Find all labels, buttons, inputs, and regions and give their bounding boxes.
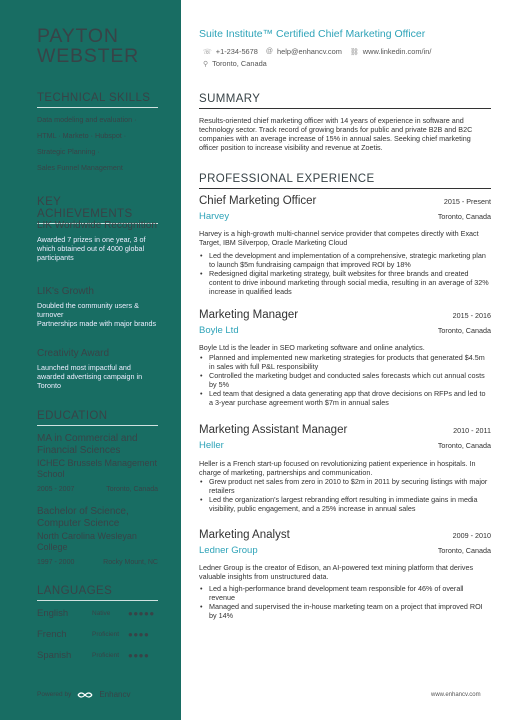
education-heading: EDUCATION — [37, 410, 158, 426]
language-item: French Proficient ●●●● — [37, 629, 158, 640]
skill-item: Strategic Planning · — [37, 147, 100, 156]
proficiency-dots: ●●●● — [128, 630, 150, 639]
enhancv-logo-icon — [77, 691, 93, 699]
achievement-item: LIK Worldwide Recognition Awarded 7 prizes in one year, 3 of which obtained out of 4000 global participants — [37, 220, 157, 262]
job-company: Harvey Toronto, Canada — [199, 211, 491, 222]
summary-text: Results-oriented chief marketing officer with 14 years of experience in software and technology sector. Track record of growing brands for public and private B2B and B2C companies with an average increase of 15% in annual sales. Seeking chief marketing officer position to increase visibility and revenue at Zoetis. — [199, 116, 473, 152]
bullet-item: • Led team that designed a data generating app that drove decisions on RFPs and led to a 3-year purchase agreement worth $7m in annual sales — [199, 389, 491, 407]
job-company: Heller Toronto, Canada — [199, 440, 491, 451]
job-header: Chief Marketing Officer 2015 - Present — [199, 195, 491, 207]
job-description: Harvey is a high-growth multi-channel service provider that competes directly with Exact Target, IBM Silverpop, Oracle Marketing Cloud — [199, 229, 479, 247]
job-header: Marketing Manager 2015 - 2016 — [199, 309, 491, 321]
job-header: Marketing Analyst 2009 - 2010 — [199, 529, 491, 541]
job-bullets — [199, 584, 491, 620]
job-description: Heller is a French start-up focused on revolutionizing patient experience in hospitals. In charge of marketing, partnerships and communication. — [199, 459, 476, 477]
brand-name: Enhancv — [99, 690, 131, 699]
experience-heading: PROFESSIONAL EXPERIENCE — [199, 173, 491, 189]
skills-heading: TECHNICAL SKILLS — [37, 92, 158, 108]
achievement-item: Creativity Award Launched most impactful and awarded advertising campaign in Toronto — [37, 348, 143, 390]
bullet-item: • Led the organization's largest rebranding effort resulting in immediate gains in media visibility, public engagement, and a 25% increase in annual sales — [199, 495, 491, 513]
bullet-item: • Redesigned digital marketing strategy, built websites for three brands and created content to drive inbound marketing through social media, resulting in an average of 32% increase in qualified leads — [199, 269, 491, 296]
bullet-item: • Managed and supervised the in-house marketing team on a project that improved ROI by 14% — [199, 602, 491, 620]
education-item: MA in Commercial and Financial Sciences ICHEC Brussels Management School 2005 - 2007 Toronto, Canada — [37, 433, 158, 493]
job-description: Boyle Ltd is the leader in SEO marketing software and online analytics. — [199, 343, 425, 352]
languages-heading: LANGUAGES — [37, 585, 158, 601]
job-description: Ledner Group is the creator of Edison, an AI-powered text mining platform that derives valuable insights from unstructured data. — [199, 563, 474, 581]
proficiency-dots: ●●●●● — [128, 609, 155, 618]
job-company: Ledner Group Toronto, Canada — [199, 545, 491, 556]
link-icon: ⛓ — [349, 48, 359, 56]
email-link[interactable]: help@enhancv.com — [277, 47, 342, 56]
skill-item: Sales Funnel Management — [37, 163, 123, 172]
proficiency-dots: ●●●● — [128, 651, 150, 660]
job-bullets — [199, 477, 491, 513]
bullet-item: • Planned and implemented new marketing strategies for products that generated $4.5m in sales with full P&L responsibility — [199, 353, 491, 371]
contact-row — [203, 47, 431, 56]
language-item: Spanish Proficient ●●●● — [37, 650, 158, 661]
skill-item: HTML · Marketo · Hubspot · — [37, 131, 127, 140]
linkedin-link[interactable]: www.linkedin.com/in/ — [362, 47, 432, 56]
bullet-item: • Led the development and implementation of a comprehensive, strategic marketing plan to launch $5m fundraising campaign that improved ROI by 18% — [199, 251, 491, 269]
headline-title: Suite Institute™ Certified Chief Marketing Officer — [199, 28, 426, 40]
candidate-name: PAYTON WEBSTER — [37, 25, 140, 67]
powered-by: Powered by Enhancv — [37, 690, 131, 699]
skill-item: Data modeling and evaluation · — [37, 115, 137, 124]
job-header: Marketing Assistant Manager 2010 - 2011 — [199, 424, 491, 436]
summary-heading: SUMMARY — [199, 93, 491, 109]
education-item: Bachelor of Science, Computer Science North Carolina Wesleyan College 1997 - 2000 Rocky Mount, NC — [37, 506, 158, 566]
bullet-item: • Led a high-performance brand development team responsible for 46% of overall revenue — [199, 584, 491, 602]
location-row: ⚲ Toronto, Canada — [203, 59, 267, 68]
job-company: Boyle Ltd Toronto, Canada — [199, 325, 491, 336]
job-bullets — [199, 353, 491, 407]
language-item: English Native ●●●●● — [37, 608, 158, 619]
phone-icon: ☏ — [203, 48, 212, 56]
location-pin-icon: ⚲ — [203, 60, 209, 68]
job-bullets — [199, 251, 491, 296]
footer-site: www.enhancv.com — [431, 692, 481, 698]
bullet-item: • Controlled the marketing budget and conducted sales forecasts which cut annual costs by 5% — [199, 371, 491, 389]
achievement-item: LIK's Growth Doubled the community users & turnover Partnerships made with major brands — [37, 286, 157, 328]
bullet-item: • Grew product net sales from zero in 2010 to $2m in 2011 by securing listings with major retailers — [199, 477, 491, 495]
achievements-heading: KEY ACHIEVEMENTS — [37, 196, 158, 224]
email-icon: @ — [265, 48, 273, 55]
phone-link[interactable]: +1-234-5678 — [215, 47, 258, 56]
